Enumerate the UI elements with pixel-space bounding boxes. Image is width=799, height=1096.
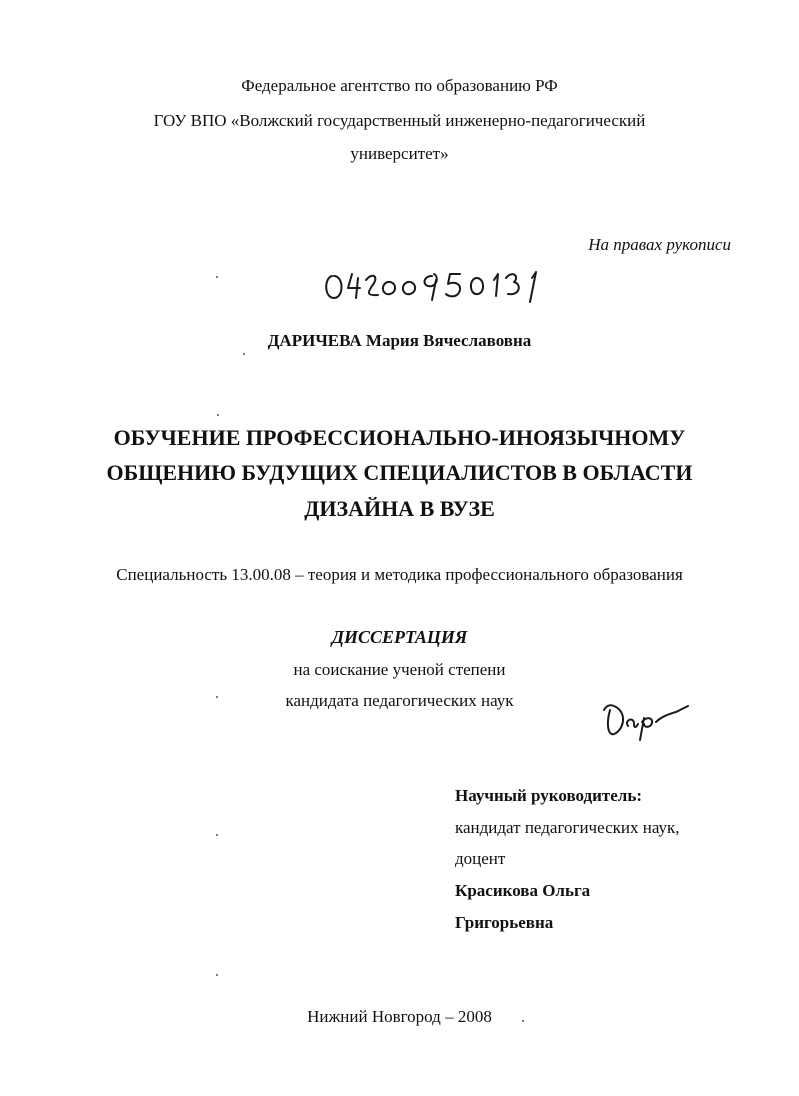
- supervisor-degree: кандидат педагогических наук,: [455, 818, 680, 837]
- signature: [600, 698, 692, 742]
- dissertation-line-1: на соискание ученой степени: [293, 660, 506, 679]
- thesis-title-line-3: ДИЗАЙНА В ВУЗЕ: [304, 496, 495, 521]
- supervisor-rank: доцент: [455, 849, 506, 868]
- footer-city-year: Нижний Новгород – 2008: [307, 1007, 492, 1026]
- rights-note: На правах рукописи: [588, 235, 731, 254]
- scan-speck: [216, 696, 218, 698]
- scan-speck: [522, 1020, 524, 1022]
- dissertation-label: ДИССЕРТАЦИЯ: [331, 627, 468, 647]
- scan-speck: [216, 834, 218, 836]
- scan-speck: [216, 974, 218, 976]
- header-line-2: ГОУ ВПО «Волжский государственный инженерно-педагогический: [153, 111, 646, 130]
- header-line-1: Федеральное агентство по образованию РФ: [241, 76, 558, 95]
- supervisor-name-line-2: Григорьевна: [455, 913, 554, 932]
- thesis-title-line-1: ОБУЧЕНИЕ ПРОФЕССИОНАЛЬНО-ИНОЯЗЫЧНОМУ: [113, 425, 686, 450]
- dissertation-line-2: кандидата педагогических наук: [285, 691, 514, 710]
- specialty: Специальность 13.00.08 – теория и методика профессионального образования: [116, 565, 683, 584]
- thesis-title-line-2: ОБЩЕНИЮ БУДУЩИХ СПЕЦИАЛИСТОВ В ОБЛАСТИ: [106, 460, 693, 485]
- scan-speck: [217, 414, 219, 416]
- supervisor-heading: Научный руководитель:: [455, 786, 642, 805]
- header-line-3: университет»: [350, 144, 449, 163]
- scan-speck: [216, 276, 218, 278]
- handwritten-number: [322, 268, 544, 306]
- supervisor-name-line-1: Красикова Ольга: [455, 881, 591, 900]
- scan-speck: [243, 353, 245, 355]
- author-name: ДАРИЧЕВА Мария Вячеславовна: [267, 331, 532, 350]
